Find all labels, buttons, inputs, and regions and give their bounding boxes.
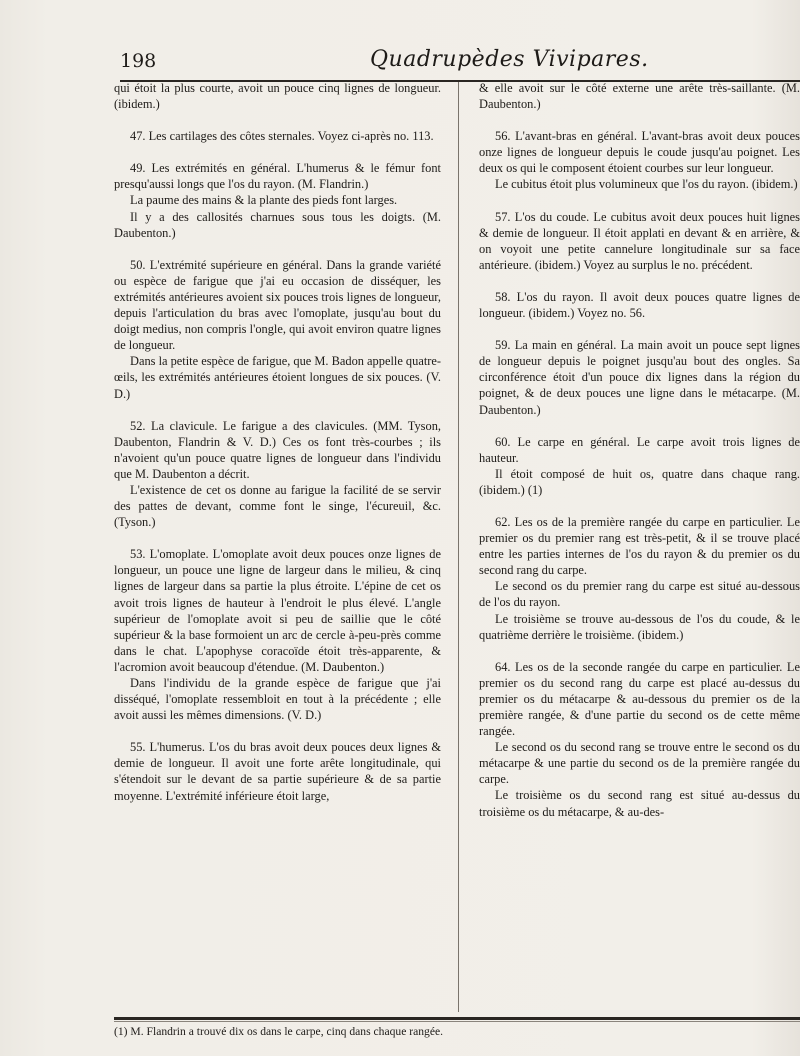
paragraph: 52. La clavicule. Le farigue a des clavicules. (MM. Tyson, Daubenton, Flandrin & V. D.) Ces os font très-courbes ; ils n'avoient qu'un pouce quatre lignes de longueur dans l'individu que M. Daubenton a décrit.: [114, 418, 441, 481]
paragraph: Dans l'individu de la grande espèce de farigue que j'ai disséqué, l'omoplate ressembloit en tout à la précédente ; elle avoit aussi les mêmes dimensions. (V. D.): [114, 676, 441, 723]
paragraph: Dans la petite espèce de farigue, que M. Badon appelle quatre-œils, les extrémités antérieures étoient longues de six pouces. (V. D.): [114, 354, 442, 401]
paragraph: qui étoit la plus courte, avoit un pouce cinq lignes de longueur. (ibidem.): [114, 81, 441, 112]
paragraph: Le second os du second rang se trouve entre le second os du métacarpe & une partie du second os de la première rangée du carpe.: [479, 740, 800, 787]
paragraph: 58. L'os du rayon. Il avoit deux pouces quatre lignes de longueur. (ibidem.) Voyez no. 56.: [479, 289, 800, 321]
paragraph: L'existence de cet os donne au farigue la facilité de se servir des pattes de devant, comme font le singe, l'écureuil, &c. (Tyson.): [114, 482, 441, 530]
paragraph: Le troisième se trouve au-dessous de l'os du coude, & le quatrième derrière le troisième. (ibidem.): [479, 611, 800, 642]
paragraph: 49. Les extrémités en général. L'humerus & le fémur font presqu'aussi longs que l'os du rayon. (M. Flandrin.): [114, 161, 441, 192]
footnote-rule-thin: [114, 1021, 800, 1022]
paragraph: Il y a des callosités charnues sous tous les doigts. (M. Daubenton.): [114, 209, 441, 240]
right-column: [479, 80, 800, 820]
paragraph: 59. La main en général. La main avoit un pouce sept lignes de longueur depuis le poignet jusqu'au bout des ongles. Sa circonférence étoit d'un pouce dix lignes dans la région du poignet, & de deux pouces une ligne dans le métacarpe. (M. Daubenton.): [479, 338, 800, 417]
paragraph: La paume des mains & la plante des pieds font larges.: [130, 193, 398, 208]
column-separator: [458, 82, 459, 1012]
footnote-rule: [114, 1017, 800, 1020]
paragraph: 57. L'os du coude. Le cubitus avoit deux pouces huit lignes & demie de longueur. Il étoit applati en devant & en arrière, & on voyoit une petite cannelure longitudinale sur sa face antérieure. (ibidem.) Voyez au surplus le no. précédent.: [479, 209, 800, 272]
paragraph: 50. L'extrémité supérieure en général. Dans la grande variété ou espèce de farigue que j'ai eu occasion de disséquer, les extrémités antérieures avoient six pouces trois lignes de longueur, depuis l'articulation du bras avec l'omoplate, jusqu'au bout du doigt medius, non compris l'ongle, qui avoit environ quatre lignes de longueur.: [114, 257, 441, 353]
paragraph: 60. Le carpe en général. Le carpe avoit trois lignes de hauteur.: [479, 434, 800, 465]
paragraph: 64. Les os de la seconde rangée du carpe en particulier. Le premier os du second rang du carpe est placé au-dessus du premier os du métacarpe & au-dessous du premier os de la première rangée, & d'une partie du second os de cette même rangée.: [479, 659, 800, 739]
left-column: [114, 80, 441, 804]
page-number: 198: [120, 50, 157, 72]
paragraph: 62. Les os de la première rangée du carpe en particulier. Le premier os du premier rang est très-petit, & il se trouve placé entre les parties internes de l'os du rayon & du premier os du second rang du carpe.: [479, 514, 800, 578]
paragraph: 56. L'avant-bras en général. L'avant-bras avoit deux pouces onze lignes de longueur depuis le coude jusqu'au poignet. Les deux os qui le composent étoient courbes sur leur longueur.: [479, 129, 800, 176]
running-title: Quadrupèdes Vivipares.: [370, 47, 649, 72]
paragraph: Le cubitus étoit plus volumineux que l'os du rayon. (ibidem.): [495, 177, 798, 192]
paragraph: 47. Les cartilages des côtes sternales. Voyez ci-après no. 113.: [130, 129, 434, 144]
paragraph: Le second os du premier rang du carpe est situé au-dessous de l'os du rayon.: [479, 579, 800, 610]
paragraph: Le troisième os du second rang est situé au-dessus du troisième os du métacarpe, & au-des-: [479, 788, 800, 819]
paragraph: Il étoit composé de huit os, quatre dans chaque rang. (ibidem.) (1): [479, 466, 800, 497]
paragraph: & elle avoit sur le côté externe une arête très-saillante. (M. Daubenton.): [479, 81, 800, 112]
page-header: [120, 47, 800, 80]
paragraph: 55. L'humerus. L'os du bras avoit deux pouces deux lignes & demie de longueur. Il avoit une forte arête longitudinale, qui s'étendoit sur le devant de sa partie supérieure & de sa partie moyenne. L'extrémité inférieure étoit large,: [114, 740, 441, 803]
paragraph: 53. L'omoplate. L'omoplate avoit deux pouces onze lignes de longueur, un pouce une ligne de largeur dans le milieu, & cinq lignes de largeur dans sa partie la plus étroite. L'épine de cet os avoit trois lignes de hauteur à l'endroit le plus élevé. L'angle supérieur de l'omoplate avoit si peu de saillie que le côté supérieur & la base formoient un arc de cercle à-peu-près comme dans le chat. L'apophyse coracoïde étoit très-apparente, & l'acromion avoit beaucoup d'étendue. (M. Daubenton.): [114, 547, 441, 674]
footnote: (1) M. Flandrin a trouvé dix os dans le carpe, cinq dans chaque rangée.: [114, 1025, 444, 1038]
